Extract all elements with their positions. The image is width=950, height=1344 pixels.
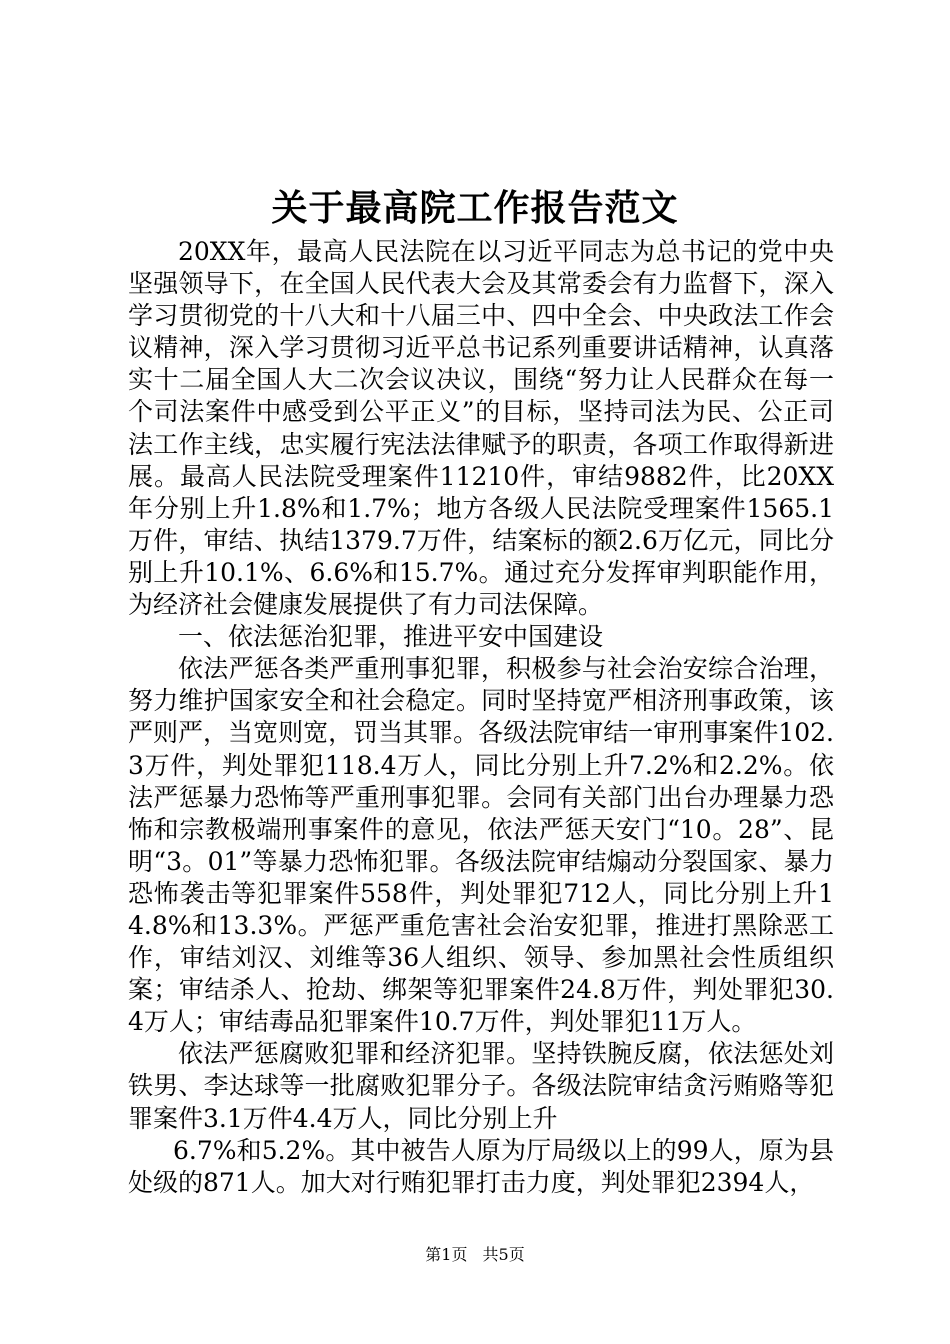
page-number: 第1页 [425, 1245, 468, 1264]
corruption-paragraph: 依法严惩腐败犯罪和经济犯罪。坚持铁腕反腐，依法惩处刘铁男、李达球等一批腐败犯罪分子。各级法院审结贪污贿赂等犯罪案件3.1万件4.4万人，同比分别上升 [128, 1039, 834, 1133]
page-total: 共5页 [482, 1245, 525, 1264]
section-heading: 一、依法惩治犯罪，推进平安中国建设 [178, 622, 604, 652]
continuation-paragraph: 6.7%和5.2%。其中被告人原为厅局级以上的99人，原为县处级的871人。加大对行贿犯罪打击力度，判处罪犯2394人， [128, 1135, 834, 1197]
page-footer [0, 1244, 950, 1266]
document-title: 关于最高院工作报告范文 [271, 187, 679, 229]
document-body [128, 236, 834, 1199]
intro-paragraph: 20XX年，最高人民法院在以习近平同志为总书记的党中央坚强领导下，在全国人民代表大会及其常委会有力监督下，深入学习贯彻党的十八大和十八届三中、四中全会、中央政法工作会议精神，深入学习贯彻习近平总书记系列重要讲话精神，认真落实十二届全国人大二次会议决议，围绕“努力让人民群众在每一个司法案件中感受到公平正义”的目标，坚持司法为民、公正司法工作主线，忠实履行宪法法律赋予的职责，各项工作取得新进展。最高人民法院受理案件11210件，审结9882件，比20XX年分别上升1.8%和1.7%；地方各级人民法院受理案件1565.1万件，审结、执结1379.7万件，结案标的额2.6万亿元，同比分别上升10.1%、6.6%和15.7%。通过充分发挥审判职能作用，为经济社会健康发展提供了有力司法保障。 [128, 237, 834, 620]
crime-paragraph: 依法严惩各类严重刑事犯罪，积极参与社会治安综合治理，努力维护国家安全和社会稳定。同时坚持宽严相济刑事政策，该严则严，当宽则宽，罚当其罪。各级法院审结一审刑事案件102.3万件，判处罪犯118.4万人，同比分别上升7.2%和2.2%。依法严惩暴力恐怖等严重刑事犯罪。会同有关部门出台办理暴力恐怖和宗教极端刑事案件的意见，依法严惩天安门“10。28”、昆明“3。01”等暴力恐怖犯罪。各级法院审结煽动分裂国家、暴力恐怖袭击等犯罪案件558件，判处罪犯712人，同比分别上升14.8%和13.3%。严惩严重危害社会治安犯罪，推进打黑除恶工作，审结刘汉、刘维等36人组织、领导、参加黑社会性质组织案；审结杀人、抢劫、绑架等犯罪案件24.8万件，判处罪犯30.4万人；审结毒品犯罪案件10.7万件，判处罪犯11万人。 [128, 654, 834, 1037]
